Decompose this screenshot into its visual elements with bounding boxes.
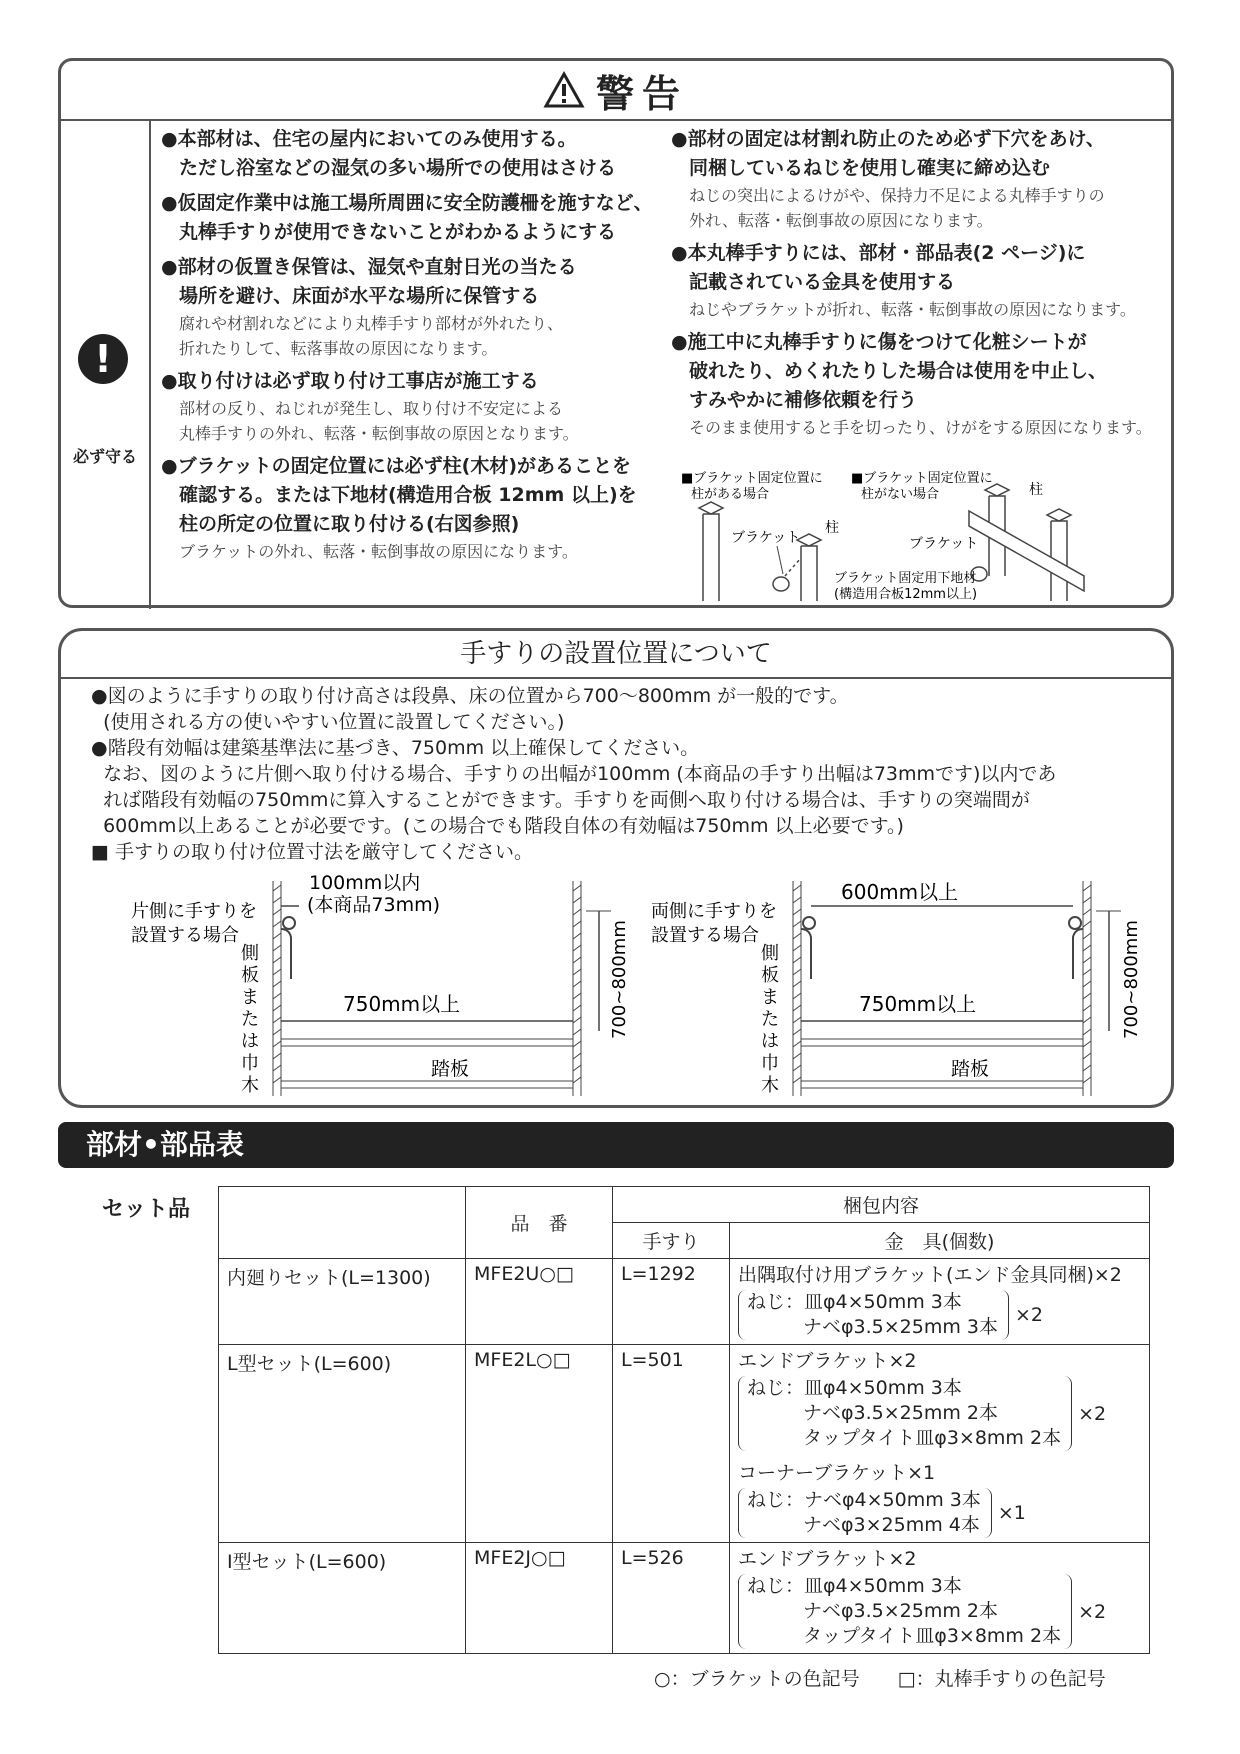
left-bold-line: 柱の所定の位置に取り付ける(右図参照) — [179, 513, 520, 535]
warning-title: 警告 — [595, 71, 688, 116]
svg-text:た: た — [761, 1009, 779, 1030]
right-item — [671, 328, 1171, 440]
left-bold-line: ●部材の仮置き保管は、湿気や直射日光の当たる — [161, 256, 577, 278]
left-bold-line: ●ブラケットの固定位置には必ず柱(木材)があることを — [161, 455, 631, 477]
svg-text:板: 板 — [761, 965, 779, 986]
one-side-top2: (本商品73mm) — [307, 894, 441, 916]
one-side-tread: 踏板 — [431, 1058, 470, 1080]
both-sides-case-2: 設置する場合 — [651, 925, 759, 946]
header-rail: 手すり — [613, 1223, 730, 1259]
header-set-name — [219, 1187, 466, 1259]
right-bold-line: ●本丸棒手すりには、部材・部品表(2 ページ)に — [671, 242, 1086, 264]
multiplier: ×1 — [997, 1502, 1026, 1524]
cell-name: I型セット(L=600) — [219, 1543, 466, 1654]
header-fittings: 金 具(個数) — [730, 1223, 1150, 1259]
installation-position-box — [58, 628, 1174, 1108]
one-side-diagram — [131, 871, 630, 1101]
svg-text:側: 側 — [761, 943, 779, 964]
left-item — [161, 189, 661, 247]
svg-text:木: 木 — [241, 1075, 259, 1096]
cell-fittings — [730, 1543, 1150, 1654]
header-pack: 梱包内容 — [613, 1187, 1150, 1223]
svg-text:巾: 巾 — [761, 1053, 779, 1074]
position-line: なお、図のように片側へ取り付ける場合、手すりの出幅が100mm (本商品の手すり出幅は73mmです)以内であ — [91, 763, 1057, 785]
left-bold-line: 場所を避け、床面が水平な場所に保管する — [179, 285, 540, 307]
one-side-vertical-text — [241, 943, 259, 1096]
screw-list — [738, 1488, 992, 1538]
fitting-title: エンドブラケット×2 — [738, 1548, 917, 1570]
left-item — [161, 452, 661, 564]
fig-base-label-1: ブラケット固定用下地材 — [834, 571, 977, 586]
screw-group — [738, 1488, 1141, 1538]
fig-bracket-label-2: ブラケット — [909, 536, 979, 552]
fig-bracket-label: ブラケット — [731, 530, 801, 546]
cell-part-no: MFE2L○□ — [466, 1345, 613, 1543]
table-row — [219, 1259, 1150, 1345]
fig-with-post-title-1: ■ブラケット固定位置に — [681, 471, 823, 486]
svg-text:ま: ま — [761, 987, 779, 1008]
position-text — [91, 683, 1161, 865]
cell-fittings — [730, 1345, 1150, 1543]
fig-post-label: 柱 — [825, 520, 839, 536]
cell-part-no: MFE2J○□ — [466, 1543, 613, 1654]
position-title: 手すりの設置位置について — [61, 631, 1171, 679]
left-item — [161, 253, 661, 361]
multiplier: ×2 — [1015, 1304, 1044, 1326]
warning-left-column — [161, 125, 661, 570]
left-bold-line: 丸棒手すりが使用できないことがわかるようにする — [179, 221, 617, 243]
left-bold-line: ●取り付けは必ず取り付け工事店が施工する — [161, 370, 539, 392]
fig-post-label-2: 柱 — [1029, 482, 1043, 498]
screw-line: ナベφ3×25mm 4本 — [803, 1514, 980, 1536]
screw-group — [738, 1376, 1141, 1451]
header-part-no: 品 番 — [466, 1187, 613, 1259]
fig-with-post-title-2: 柱がある場合 — [691, 487, 770, 502]
one-side-case-1: 片側に手すりを — [131, 901, 257, 922]
post-drawing-left — [699, 502, 821, 601]
warning-box — [58, 58, 1174, 608]
multiplier: ×2 — [1078, 1600, 1107, 1623]
right-bold-line: 破れたり、めくれたりした場合は使用を中止し、 — [689, 360, 1108, 382]
both-sides-height: 700~800mm — [1121, 920, 1142, 1039]
svg-text:木: 木 — [761, 1075, 779, 1096]
cell-fittings — [730, 1259, 1150, 1345]
right-bold-line: ●部材の固定は材割れ防止のため必ず下穴をあけ、 — [671, 128, 1105, 150]
footnote: ○：ブラケットの色記号 □：丸棒手すりの色記号 — [654, 1668, 1106, 1690]
both-sides-diagram — [651, 871, 1161, 1101]
both-sides-case-1: 両側に手すりを — [651, 901, 777, 922]
left-item — [161, 367, 661, 446]
right-item — [671, 125, 1171, 233]
left-item — [161, 125, 661, 183]
cell-rail: L=526 — [613, 1543, 730, 1654]
screw-list — [738, 1376, 1072, 1451]
position-line: 600mm以上あることが必要です。(この場合でも階段自体の有効幅は750mm 以上必要です。) — [91, 815, 904, 837]
bracket-position-figure — [679, 466, 1169, 606]
left-note-line: 腐れや材割れなどにより丸棒手すり部材が外れたり、 — [179, 314, 564, 333]
screw-line: ねじ：ナベφ4×50mm 3本 — [747, 1489, 981, 1511]
left-note-line: 部材の反り、ねじれが発生し、取り付け不安定による — [179, 399, 564, 418]
both-sides-width: 750mm以上 — [859, 992, 977, 1016]
left-bold-line: ●仮固定作業中は施工場所周囲に安全防護柵を施すなど、 — [161, 192, 653, 214]
right-note-line: ねじやブラケットが折れ、転落・転倒事故の原因になります。 — [689, 300, 1136, 319]
set-label: セット品 — [102, 1197, 191, 1222]
position-line: ■ 手すりの取り付け位置寸法を厳守してください。 — [91, 841, 533, 863]
cell-part-no: MFE2U○□ — [466, 1259, 613, 1345]
fitting-title: エンドブラケット×2 — [738, 1350, 917, 1372]
screw-line: ナベφ3.5×25mm 3本 — [803, 1316, 998, 1338]
both-sides-vertical-text — [761, 943, 779, 1096]
svg-text:巾: 巾 — [241, 1053, 259, 1074]
left-bold-line: ●本部材は、住宅の屋内においてのみ使用する。 — [161, 128, 577, 150]
cell-rail: L=1292 — [613, 1259, 730, 1345]
post-drawing-right — [969, 484, 1084, 601]
screw-line: ナベφ3.5×25mm 2本 — [803, 1600, 998, 1622]
left-note-line: 丸棒手すりの外れ、転落・転倒事故の原因となります。 — [179, 424, 579, 443]
screw-line: ナベφ3.5×25mm 2本 — [803, 1402, 998, 1424]
table-row — [219, 1543, 1150, 1654]
warning-triangle-icon — [544, 72, 584, 108]
warning-sidebar — [61, 119, 151, 609]
parts-table — [218, 1186, 1150, 1654]
parts-header: 部材•部品表 — [58, 1122, 1174, 1168]
right-note-line: そのまま使用すると手を切ったり、けがをする原因になります。 — [689, 418, 1152, 437]
table-header-row — [219, 1187, 1150, 1223]
screw-line: タップタイト皿φ3×8mm 2本 — [803, 1625, 1062, 1647]
left-note-line: ブラケットの外れ、転落・転倒事故の原因になります。 — [179, 542, 578, 561]
right-item — [671, 239, 1171, 322]
left-bold-line: 確認する。または下地材(構造用合板 12mm 以上)を — [179, 484, 637, 506]
must-follow-label: 必ず守る — [72, 447, 137, 466]
left-note-line: 折れたりして、転落事故の原因になります。 — [179, 339, 498, 358]
position-line: ●図のように手すりの取り付け高さは段鼻、床の位置から700～800mm が一般的です。 — [91, 685, 849, 707]
warning-title-bar — [61, 61, 1171, 121]
svg-text:た: た — [241, 1009, 259, 1030]
screw-line: タップタイト皿φ3×8mm 2本 — [803, 1427, 1062, 1449]
cell-name: L型セット(L=600) — [219, 1345, 466, 1543]
one-side-case-2: 設置する場合 — [131, 925, 239, 946]
screw-line: ねじ：皿φ4×50mm 3本 — [747, 1377, 962, 1399]
right-note-line: 外れ、転落・転倒事故の原因になります。 — [689, 211, 993, 230]
both-sides-tread: 踏板 — [951, 1058, 990, 1080]
right-bold-line: 記載されている金具を使用する — [689, 271, 956, 293]
fig-no-post-title-1: ■ブラケット固定位置に — [851, 471, 993, 486]
screw-line: ねじ：皿φ4×50mm 3本 — [747, 1291, 962, 1313]
right-bold-line: すみやかに補修依頼を行う — [689, 389, 918, 411]
left-bold-line: ただし浴室などの湿気の多い場所での使用はさける — [179, 157, 617, 179]
svg-text:ま: ま — [241, 987, 259, 1008]
svg-text:は: は — [241, 1031, 259, 1052]
screw-list — [738, 1290, 1009, 1340]
screw-group — [738, 1290, 1141, 1340]
position-line: (使用される方の使いやすい位置に設置してください。) — [91, 711, 565, 733]
both-sides-top: 600mm以上 — [841, 880, 959, 904]
one-side-top1: 100mm以内 — [309, 872, 421, 894]
warning-right-column — [671, 125, 1171, 446]
fitting-title: 出隅取付け用ブラケット(エンド金具同梱)×2 — [738, 1264, 1122, 1286]
fig-base-label-2: (構造用合板12mm以上) — [834, 587, 978, 602]
right-bold-line: 同梱しているねじを使用し確実に締め込む — [689, 157, 1051, 179]
right-note-line: ねじの突出によるけがや、保持力不足による丸棒手すりの — [689, 186, 1105, 205]
fig-no-post-title-2: 柱がない場合 — [861, 487, 940, 502]
multiplier: ×2 — [1078, 1402, 1107, 1425]
screw-list — [738, 1574, 1072, 1649]
parts-table-body — [219, 1259, 1150, 1654]
exclamation-icon: ! — [78, 334, 128, 384]
svg-text:側: 側 — [241, 943, 259, 964]
position-line: れば階段有効幅の750mmに算入することができます。手すりを両側へ取り付ける場合は、手すりの突端間が — [91, 789, 1030, 811]
svg-text:板: 板 — [241, 965, 259, 986]
position-line: ●階段有効幅は建築基準法に基づき、750mm 以上確保してください。 — [91, 737, 700, 759]
fitting-title: コーナーブラケット×1 — [738, 1462, 936, 1484]
svg-text:は: は — [761, 1031, 779, 1052]
cell-rail: L=501 — [613, 1345, 730, 1543]
screw-line: ねじ：皿φ4×50mm 3本 — [747, 1575, 962, 1597]
cell-name: 内廻りセット(L=1300) — [219, 1259, 466, 1345]
right-bold-line: ●施工中に丸棒手すりに傷をつけて化粧シートが — [671, 331, 1087, 353]
one-side-height: 700~800mm — [609, 920, 630, 1039]
one-side-width: 750mm以上 — [343, 992, 461, 1016]
table-row — [219, 1345, 1150, 1543]
screw-group — [738, 1574, 1141, 1649]
